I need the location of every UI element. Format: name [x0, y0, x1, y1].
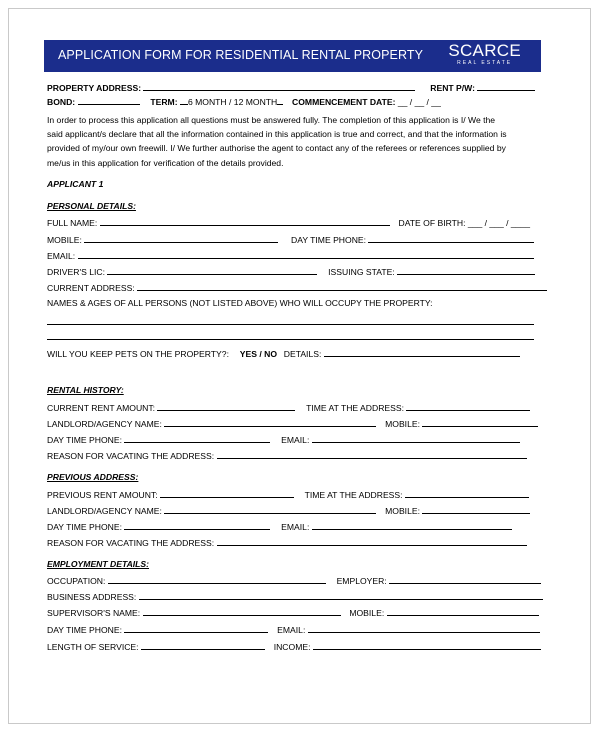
bond-field[interactable]	[78, 96, 140, 105]
length-service-field[interactable]	[141, 641, 265, 650]
supervisor-field[interactable]	[143, 607, 341, 616]
employment-mobile-label: MOBILE:	[349, 608, 385, 618]
employment-phone-row	[47, 624, 538, 636]
occupation-row	[47, 575, 538, 587]
bond-label: BOND:	[47, 97, 76, 107]
email-row	[47, 250, 538, 262]
landlord-label: LANDLORD/AGENCY NAME:	[47, 419, 162, 429]
landlord-email-label: EMAIL:	[281, 435, 310, 445]
income-label: INCOME:	[273, 642, 311, 652]
landlord-phone-row	[47, 434, 538, 446]
reason-label: REASON FOR VACATING THE ADDRESS:	[47, 451, 215, 461]
supervisor-label: SUPERVISOR'S NAME:	[47, 608, 141, 618]
employment-mobile-field[interactable]	[387, 607, 539, 616]
full-name-field[interactable]	[100, 217, 390, 226]
pets-label: WILL YOU KEEP PETS ON THE PROPERTY?:	[47, 349, 229, 359]
employment-email-label: EMAIL:	[277, 625, 306, 635]
employer-label: EMPLOYER:	[336, 576, 387, 586]
landlord-day-phone-field[interactable]	[124, 434, 270, 443]
prev-email-field[interactable]	[312, 521, 512, 530]
length-service-row	[47, 641, 538, 653]
email-field[interactable]	[78, 250, 534, 259]
pets-details-field[interactable]	[324, 348, 520, 357]
business-address-row	[47, 591, 538, 603]
reason-row	[47, 450, 538, 462]
full-name-label: FULL NAME:	[47, 218, 98, 228]
prev-landlord-field[interactable]	[164, 505, 376, 514]
commencement-label: COMMENCEMENT DATE:	[292, 97, 396, 107]
business-address-field[interactable]	[139, 591, 543, 600]
pets-options[interactable]: YES / NO	[239, 349, 277, 359]
names-ages-line-1[interactable]	[47, 324, 534, 325]
landlord-row	[47, 418, 538, 430]
employment-email-field[interactable]	[308, 624, 540, 633]
prev-rent-label: PREVIOUS RENT AMOUNT:	[47, 490, 158, 500]
income-field[interactable]	[313, 641, 541, 650]
pets-row	[47, 348, 538, 360]
commencement-field[interactable]: __ / __ / __	[397, 97, 441, 107]
property-address-row	[47, 82, 538, 94]
issuing-state-label: ISSUING STATE:	[328, 267, 395, 277]
prev-email-label: EMAIL:	[281, 522, 310, 532]
reason-field[interactable]	[217, 450, 527, 459]
full-name-row	[47, 217, 538, 229]
names-ages-label: NAMES & AGES OF ALL PERSONS (NOT LISTED ABOVE) WHO WILL OCCUPY THE PROPERTY:	[47, 298, 433, 308]
dob-label: DATE OF BIRTH:	[398, 218, 466, 228]
mobile-label: MOBILE:	[47, 235, 82, 245]
prev-reason-label: REASON FOR VACATING THE ADDRESS:	[47, 538, 215, 548]
intro-paragraph	[47, 113, 542, 170]
employment-day-phone-label: DAY TIME PHONE:	[47, 625, 122, 635]
occupation-field[interactable]	[108, 575, 326, 584]
rent-field[interactable]	[477, 82, 535, 91]
names-ages-line-2[interactable]	[47, 339, 534, 340]
bond-term-row	[47, 96, 538, 108]
prev-landlord-label: LANDLORD/AGENCY NAME:	[47, 506, 162, 516]
employment-day-phone-field[interactable]	[124, 624, 268, 633]
length-service-label: LENGTH OF SERVICE:	[47, 642, 139, 652]
current-rent-label: CURRENT RENT AMOUNT:	[47, 403, 156, 413]
current-address-row	[47, 282, 538, 294]
rental-history-heading: RENTAL HISTORY:	[47, 385, 124, 395]
email-label: EMAIL:	[47, 251, 76, 261]
current-address-label: CURRENT ADDRESS:	[47, 283, 135, 293]
landlord-field[interactable]	[164, 418, 376, 427]
company-logo	[448, 41, 521, 66]
term-label: TERM:	[150, 97, 178, 107]
landlord-day-phone-label: DAY TIME PHONE:	[47, 435, 122, 445]
intro-line: In order to process this application all questions must be answered fully. The completion of this application is I/ We the	[47, 115, 496, 125]
prev-day-phone-field[interactable]	[124, 521, 270, 530]
drivers-lic-label: DRIVER'S LIC:	[47, 267, 105, 277]
prev-rent-field[interactable]	[160, 489, 294, 498]
previous-address-heading: PREVIOUS ADDRESS:	[47, 472, 139, 482]
property-address-label: PROPERTY ADDRESS:	[47, 83, 142, 93]
names-ages-row	[47, 298, 538, 309]
prev-reason-row	[47, 537, 538, 549]
prev-time-at-label: TIME AT THE ADDRESS:	[304, 490, 403, 500]
day-phone-field[interactable]	[368, 234, 534, 243]
prev-landlord-row	[47, 505, 538, 517]
current-rent-row	[47, 402, 538, 414]
logo-main-text: SCARCE	[448, 41, 521, 60]
dob-field[interactable]: ___ / ___ / ____	[467, 218, 531, 228]
day-phone-label: DAY TIME PHONE:	[291, 235, 367, 245]
rent-label: RENT P/W:	[430, 83, 475, 93]
prev-rent-row	[47, 489, 538, 501]
drivers-lic-field[interactable]	[107, 266, 317, 275]
landlord-mobile-field[interactable]	[422, 418, 538, 427]
form-title: APPLICATION FORM FOR RESIDENTIAL RENTAL PROPERTY	[58, 48, 424, 62]
prev-mobile-field[interactable]	[422, 505, 530, 514]
term-options[interactable]: 6 MONTH / 12 MONTH	[187, 97, 278, 107]
prev-reason-field[interactable]	[217, 537, 527, 546]
intro-line: provided of my/our own freewill. I/ We further authorise the agent to contact any of the referees or references supplied by	[47, 143, 506, 154]
drivers-lic-row	[47, 266, 538, 278]
mobile-field[interactable]	[84, 234, 278, 243]
intro-line: said applicant/s declare that all the information contained in this application is true and correct, and that the information is	[47, 129, 507, 140]
prev-phone-row	[47, 521, 538, 533]
landlord-email-field[interactable]	[312, 434, 520, 443]
time-at-address-field[interactable]	[406, 402, 530, 411]
current-address-field[interactable]	[137, 282, 547, 291]
mobile-row	[47, 234, 538, 246]
prev-mobile-label: MOBILE:	[385, 506, 420, 516]
occupation-label: OCCUPATION:	[47, 576, 106, 586]
personal-details-heading: PERSONAL DETAILS:	[47, 201, 136, 211]
time-at-address-label: TIME AT THE ADDRESS:	[306, 403, 404, 413]
logo-sub-text: REAL ESTATE	[457, 60, 513, 66]
supervisor-row	[47, 607, 538, 619]
pets-details-label: DETAILS:	[283, 349, 322, 359]
form-header	[44, 40, 541, 72]
prev-day-phone-label: DAY TIME PHONE:	[47, 522, 122, 532]
current-rent-field[interactable]	[157, 402, 295, 411]
landlord-mobile-label: MOBILE:	[385, 419, 420, 429]
issuing-state-field[interactable]	[397, 266, 535, 275]
property-address-field[interactable]	[143, 82, 415, 91]
intro-line: me/us in this application for verification of the details provided.	[47, 157, 284, 168]
employment-heading: EMPLOYMENT DETAILS:	[47, 559, 150, 569]
employer-field[interactable]	[389, 575, 541, 584]
business-address-label: BUSINESS ADDRESS:	[47, 592, 137, 602]
applicant-heading: APPLICANT 1	[47, 179, 104, 189]
prev-time-at-field[interactable]	[405, 489, 529, 498]
